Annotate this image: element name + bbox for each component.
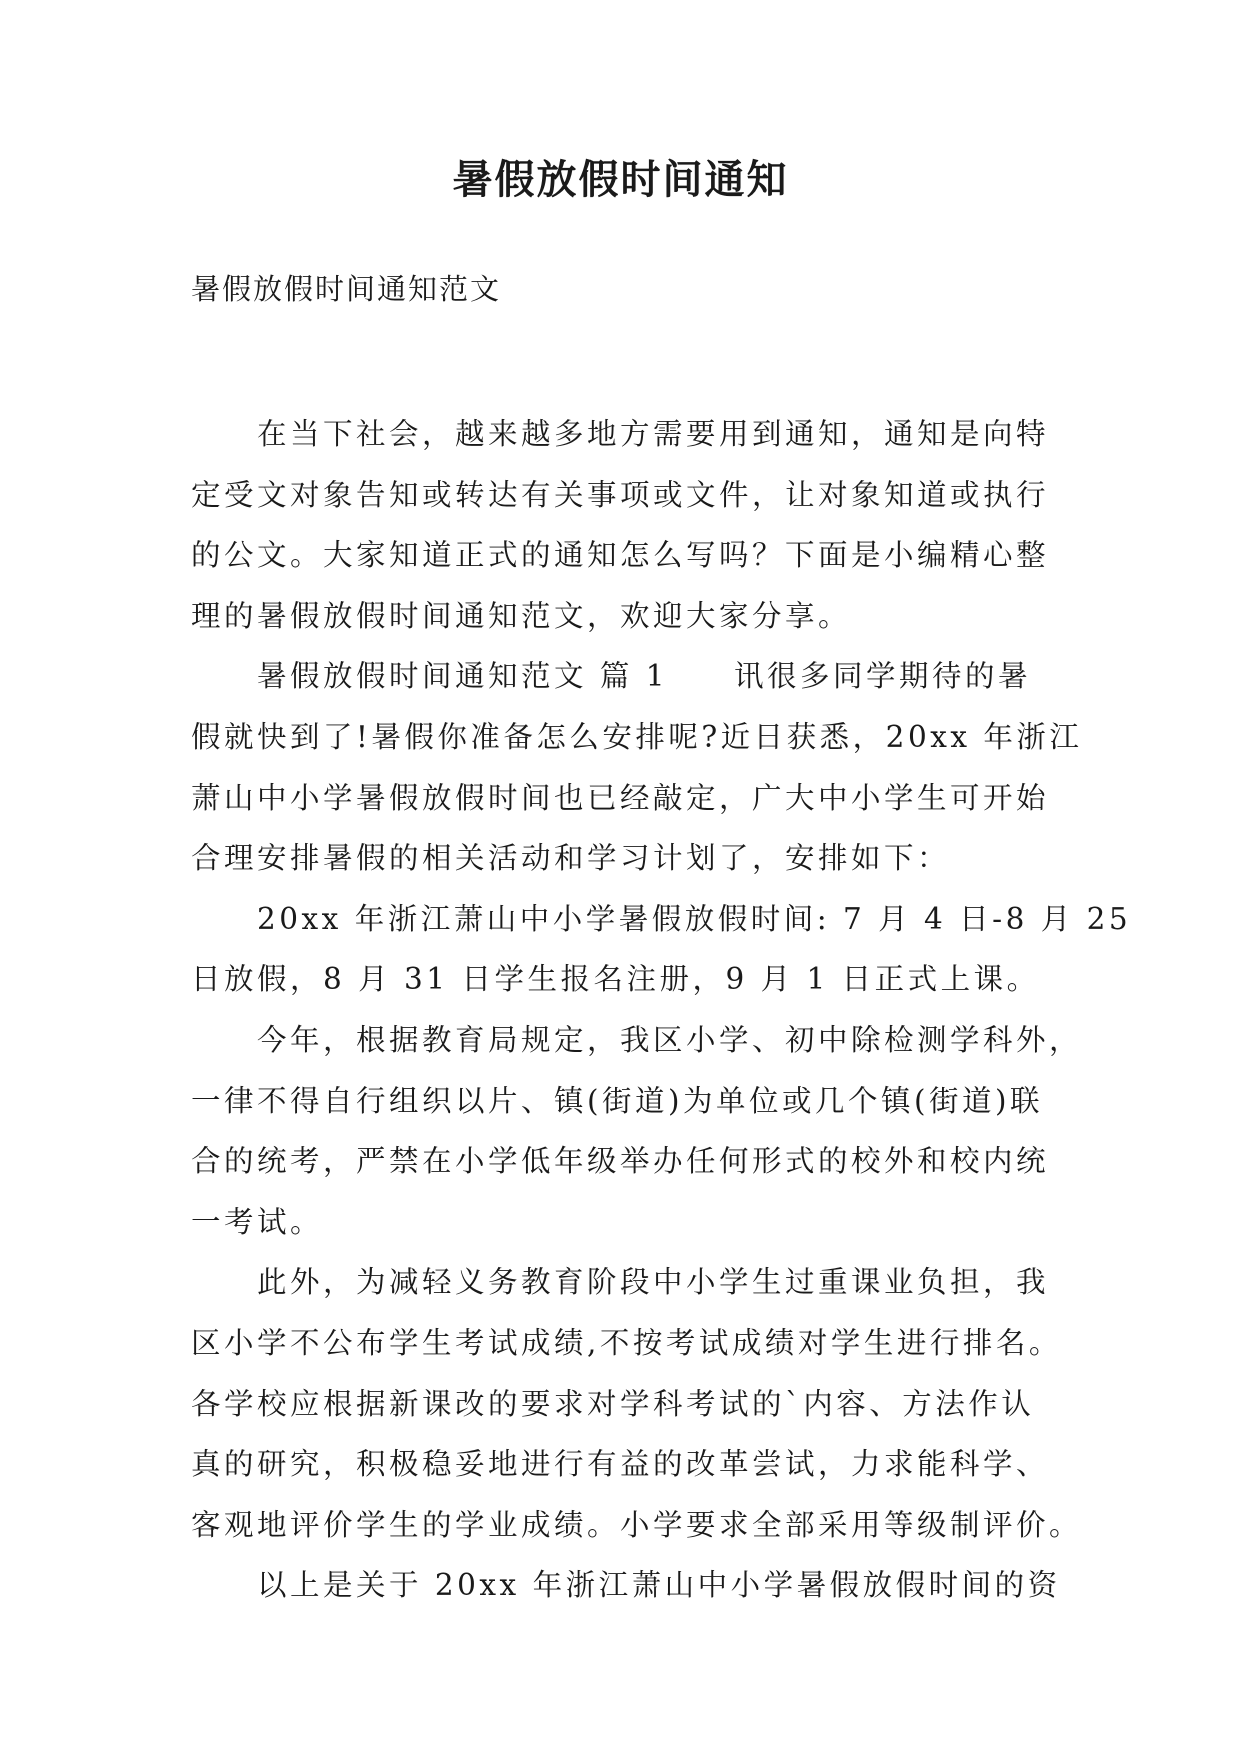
document-body bbox=[191, 404, 1132, 1616]
body-line: 此外，为减轻义务教育阶段中小学生过重课业负担，我 bbox=[191, 1265, 1050, 1300]
body-line: 区小学不公布学生考试成绩,不按考试成绩对学生进行排名。 bbox=[191, 1325, 1062, 1360]
body-line: 在当下社会，越来越多地方需要用到通知，通知是向特 bbox=[191, 417, 1050, 451]
body-line: 以上是关于 20xx 年浙江萧山中小学暑假放假时间的资 bbox=[191, 1568, 1061, 1603]
body-line: 20xx 年浙江萧山中小学暑假放假时间: 7 月 4 日-8 月 25 bbox=[191, 901, 1132, 936]
document-title: 暑假放假时间通知 bbox=[452, 156, 789, 203]
body-line: 合理安排暑假的相关活动和学习计划了，安排如下： bbox=[191, 841, 951, 876]
document-subtitle: 暑假放假时间通知范文 bbox=[191, 272, 502, 306]
body-line: 定受文对象告知或转达有关事项或文件，让对象知道或执行 bbox=[191, 477, 1050, 512]
body-line: 客观地评价学生的学业成绩。小学要求全部采用等级制评价。 bbox=[191, 1507, 1083, 1542]
body-line: 日放假，8 月 31 日学生报名注册，9 月 1 日正式上课。 bbox=[191, 962, 1040, 997]
body-line: 假就快到了!暑假你准备怎么安排呢?近日获悉，20xx 年浙江 bbox=[191, 719, 1083, 754]
body-line: 一律不得自行组织以片、镇(街道)为单位或几个镇(街道)联 bbox=[191, 1083, 1044, 1118]
body-line: 各学校应根据新课改的要求对学科考试的`内容、方法作认 bbox=[191, 1386, 1035, 1421]
body-line: 合的统考，严禁在小学低年级举办任何形式的校外和校内统 bbox=[191, 1144, 1050, 1179]
body-line: 真的研究，积极稳妥地进行有益的改革尝试，力求能科学、 bbox=[191, 1447, 1050, 1482]
body-line: 暑假放假时间通知范文 篇 1 讯很多同学期待的暑 bbox=[191, 659, 1032, 694]
body-line: 理的暑假放假时间通知范文，欢迎大家分享。 bbox=[191, 598, 852, 633]
body-line: 萧山中小学暑假放假时间也已经敲定，广大中小学生可开始 bbox=[191, 780, 1050, 815]
body-line: 一考试。 bbox=[191, 1204, 324, 1239]
body-line: 的公文。大家知道正式的通知怎么写吗？下面是小编精心整 bbox=[191, 538, 1050, 573]
body-line: 今年，根据教育局规定，我区小学、初中除检测学科外， bbox=[191, 1022, 1083, 1057]
